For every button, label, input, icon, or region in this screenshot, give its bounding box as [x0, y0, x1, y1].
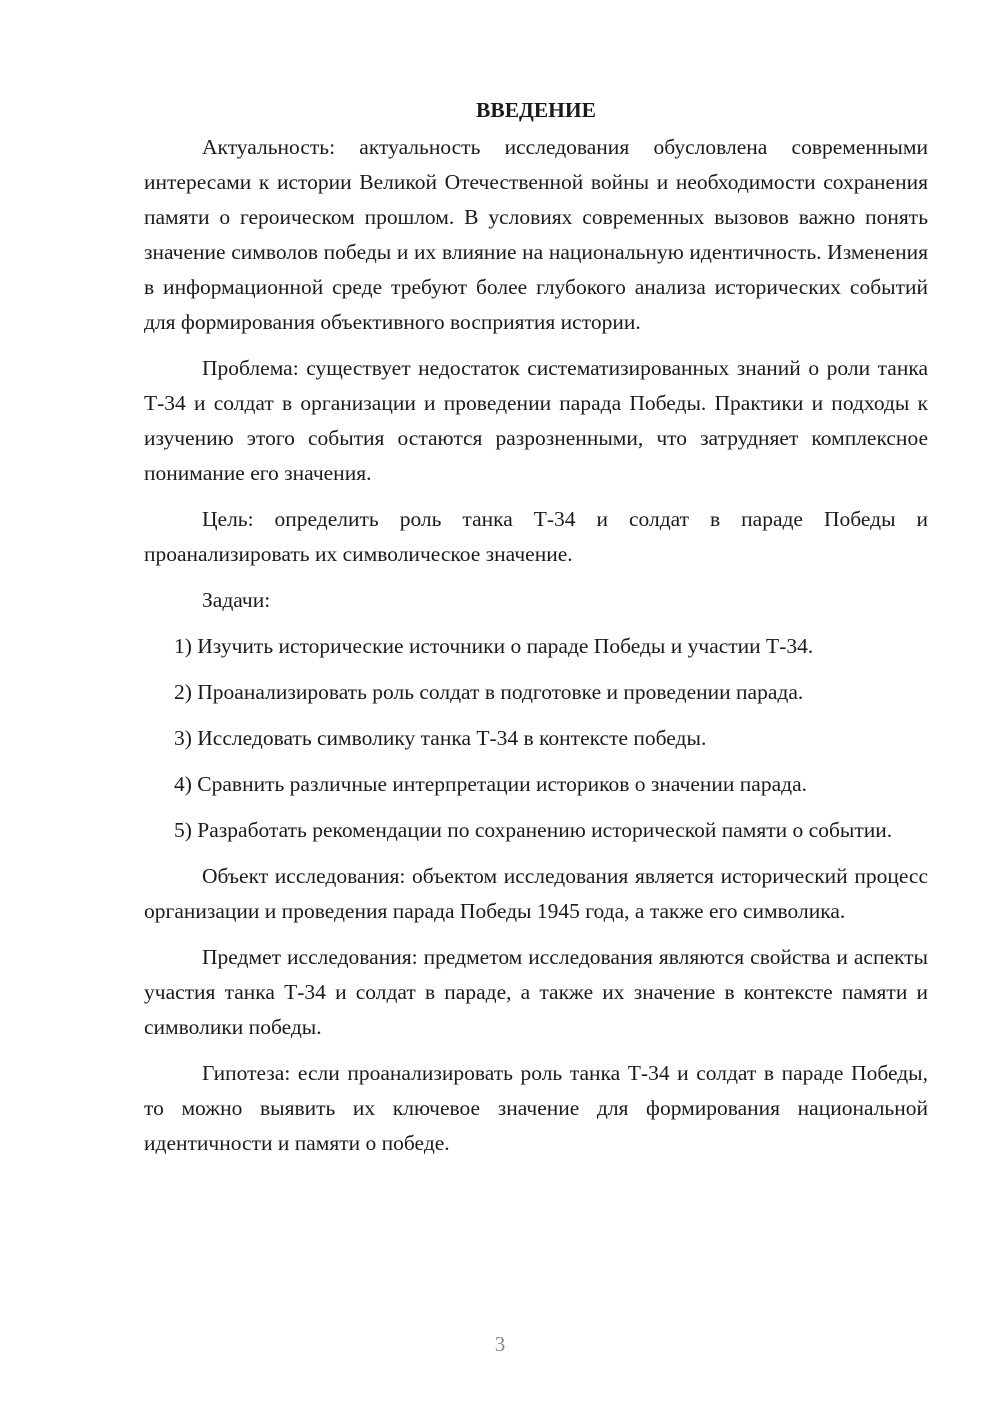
paragraph-goal: Цель: определить роль танка Т-34 и солдат в параде Победы и проанализировать их символическое значение.	[144, 507, 928, 566]
task-item-1: 1) Изучить исторические источники о параде Победы и участии Т-34.	[174, 634, 814, 658]
task-item-4: 4) Сравнить различные интерпретации историков о значении парада.	[174, 772, 808, 796]
task-item-5: 5) Разработать рекомендации по сохранению исторической памяти о событии.	[174, 818, 893, 842]
section-heading: ВВЕДЕНИЕ	[476, 98, 596, 122]
paragraph-problem: Проблема: существует недостаток систематизированных знаний о роли танка Т-34 и солдат в организации и проведении парада Победы. Практики и подходы к изучению этого события остаются разрозненными, что затрудняет комплексное понимание его значения.	[144, 356, 928, 485]
tasks-label: Задачи:	[202, 588, 271, 612]
page-number: 3	[494, 1332, 506, 1356]
document-page	[144, 92, 928, 1172]
task-list	[144, 629, 928, 848]
paragraph-hypothesis: Гипотеза: если проанализировать роль танка Т-34 и солдат в параде Победы, то можно выявить их ключевое значение для формирования национальной идентичности и памяти о победе.	[144, 1061, 928, 1155]
task-item-3: 3) Исследовать символику танка Т-34 в контексте победы.	[174, 726, 707, 750]
paragraph-subject: Предмет исследования: предметом исследования являются свойства и аспекты участия танка Т-34 и солдат в параде, а также их значение в контексте памяти и символики победы.	[144, 945, 928, 1039]
paragraph-object: Объект исследования: объектом исследования является исторический процесс организации и проведения парада Победы 1945 года, а также его символика.	[144, 864, 928, 923]
task-item-2: 2) Проанализировать роль солдат в подготовке и проведении парада.	[174, 680, 804, 704]
paragraph-relevance: Актуальность: актуальность исследования обусловлена современными интересами к истории Великой Отечественной войны и необходимости сохранения памяти о героическом прошлом. В условиях современных вызовов важно понять значение символов победы и их влияние на национальную идентичность. Изменения в информационной среде требуют более глубокого анализа исторических событий для формирования объективного восприятия истории.	[144, 135, 928, 334]
